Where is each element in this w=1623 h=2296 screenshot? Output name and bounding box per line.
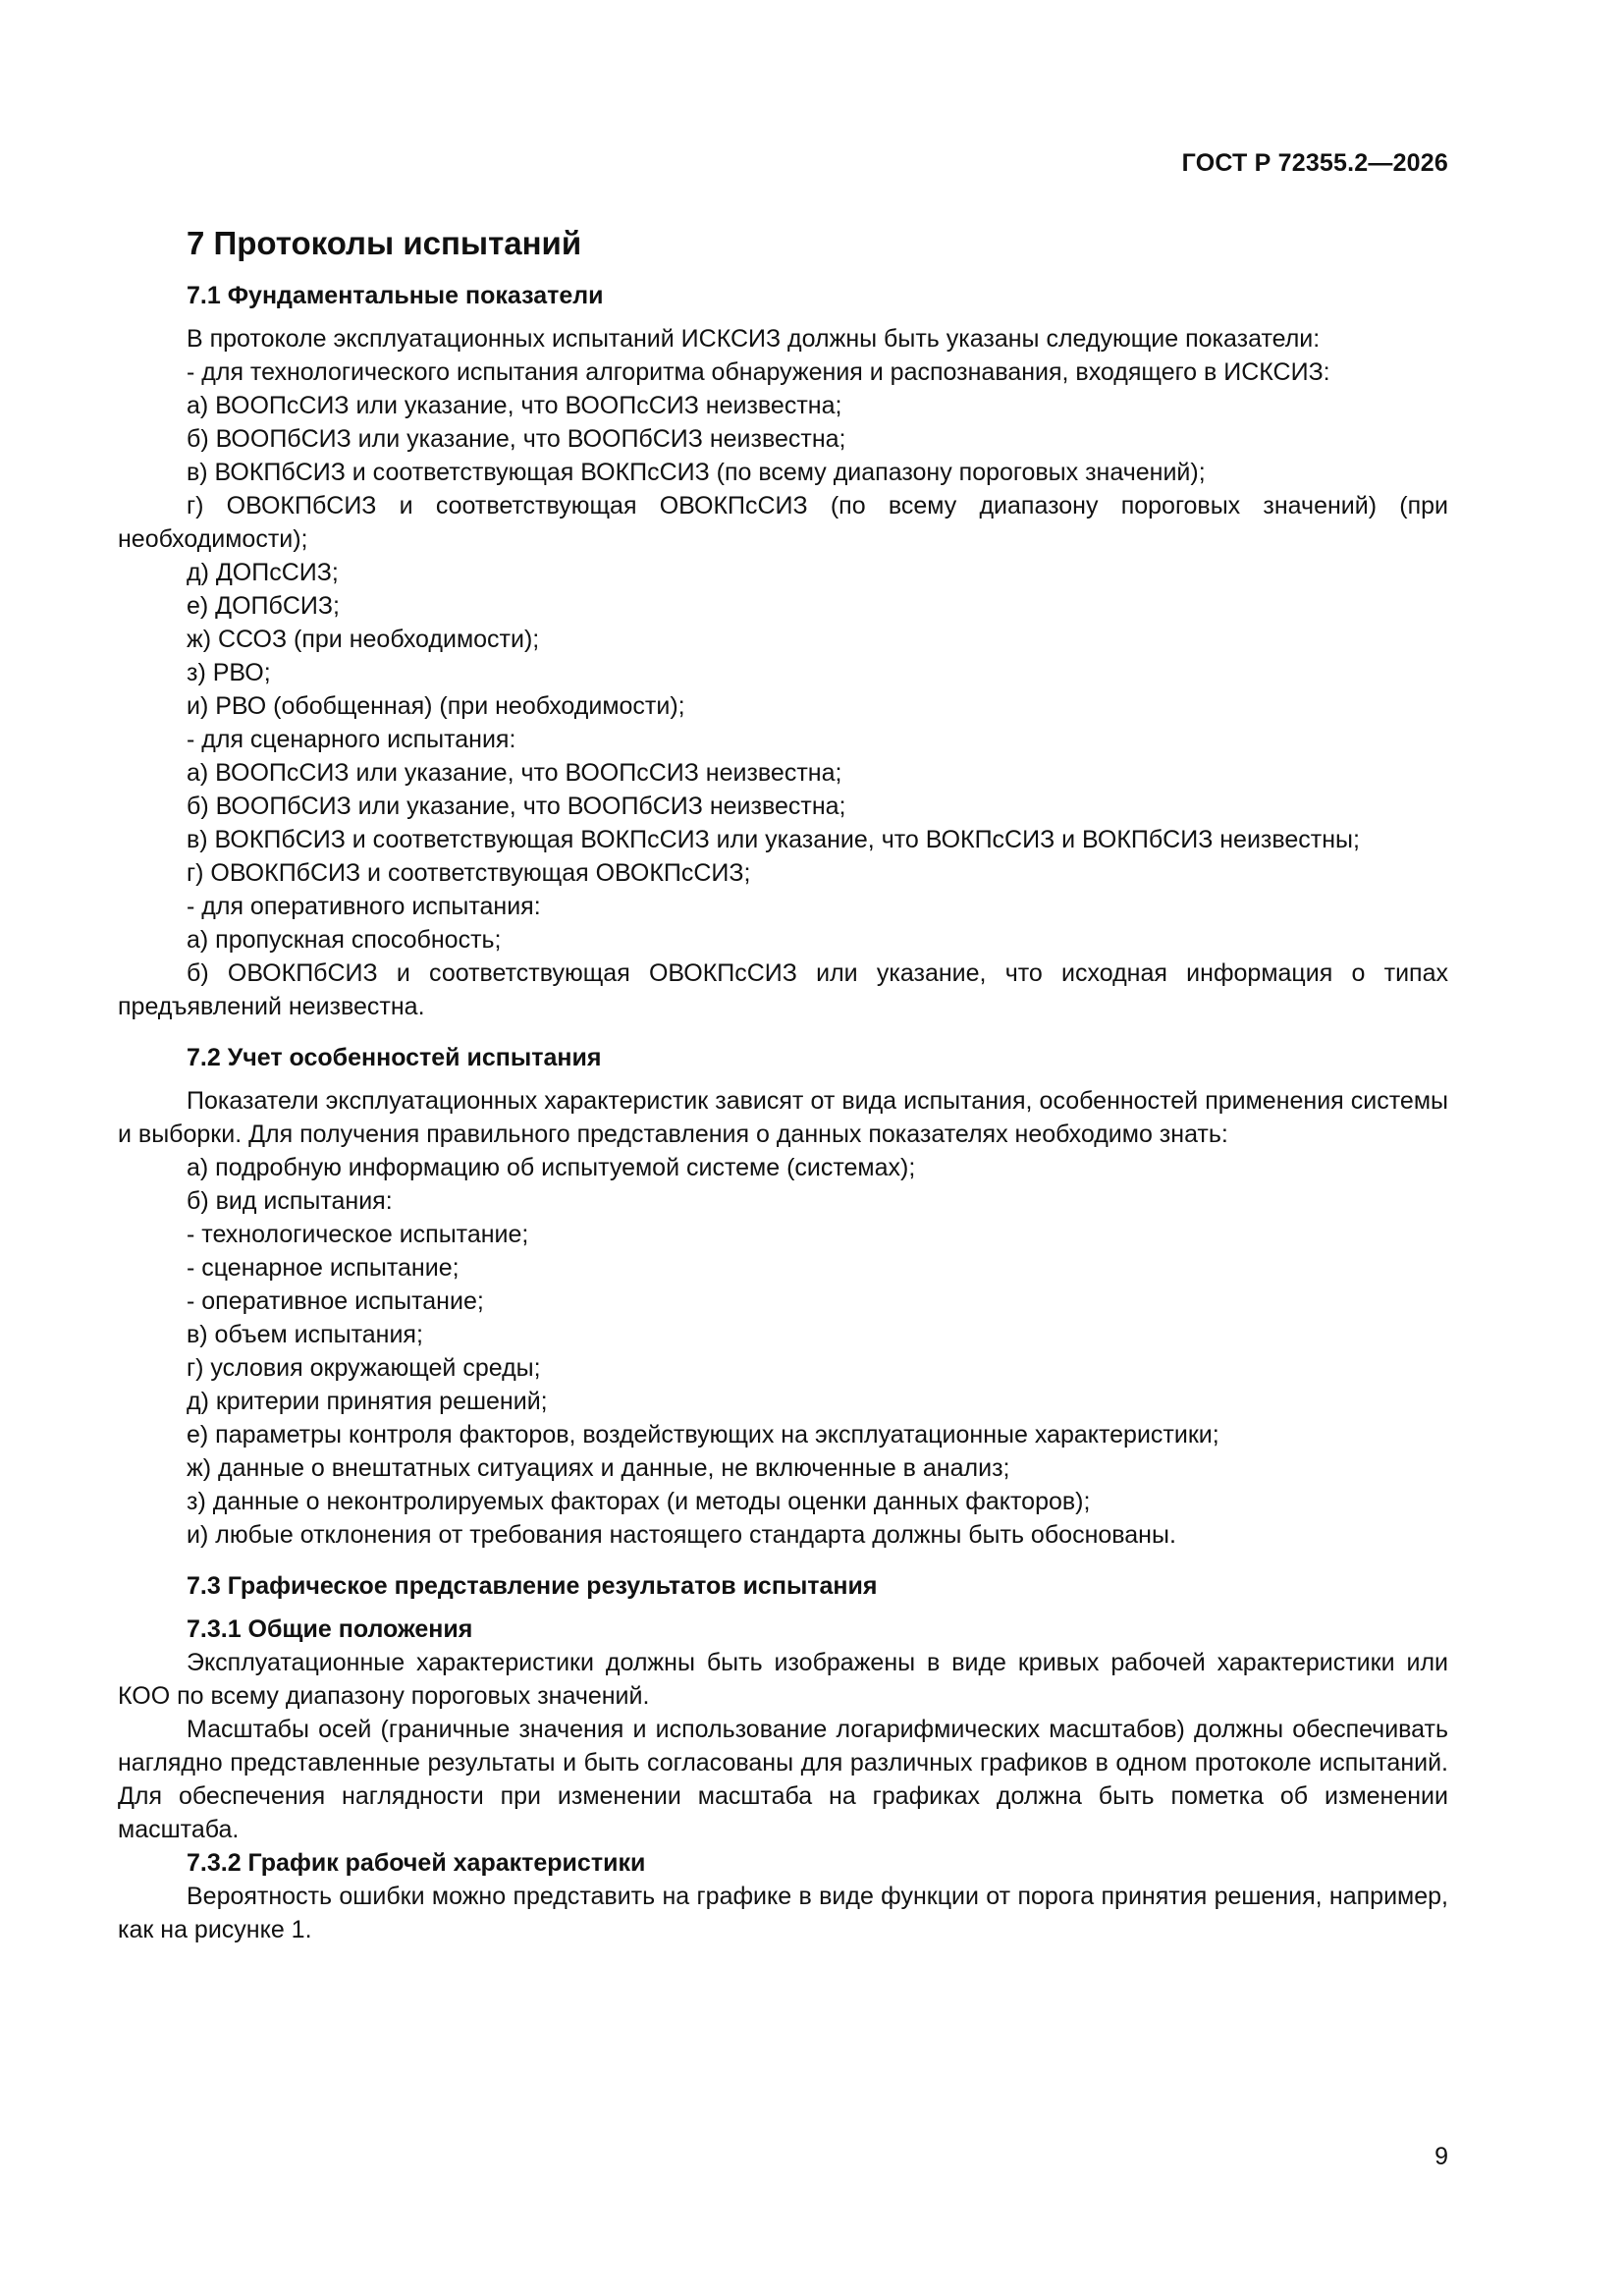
section-7-2-intro: Показатели эксплуатационных характеристик зависят от вида испытания, особенностей применения системы и выборки. Для получения правильного представления о данных показателях необходимо знать: [118, 1087, 1448, 1148]
list-item: з) данные о неконтролируемых факторах (и методы оценки данных факторов); [187, 1488, 1091, 1515]
list-item: - оперативное испытание; [187, 1287, 484, 1315]
section-7-3-2-title: 7.3.2 График рабочей характеристики [187, 1849, 646, 1877]
list-item: з) РВО; [187, 659, 271, 686]
list-item: г) ОВОКПбСИЗ и соответствующая ОВОКПсСИЗ; [187, 859, 751, 887]
list-item: б) вид испытания: [187, 1187, 393, 1215]
list-item: - сценарное испытание; [187, 1254, 460, 1282]
section-7-3-1-paragraph-1: Эксплуатационные характеристики должны быть изображены в виде кривых рабочей характеристики или КОО по всему диапазону пороговых значений. [118, 1649, 1448, 1710]
section-7-3-2-paragraph-1: Вероятность ошибки можно представить на графике в виде функции от порога принятия решения, например, как на рисунке 1. [118, 1883, 1448, 1943]
list-item: в) ВОКПбСИЗ и соответствующая ВОКПсСИЗ (по всему диапазону пороговых значений); [187, 459, 1206, 486]
list-item: и) РВО (обобщенная) (при необходимости); [187, 692, 685, 720]
tech-test-intro: - для технологического испытания алгоритма обнаружения и распознавания, входящего в ИСКСИЗ: [187, 358, 1330, 386]
list-item: а) пропускная способность; [187, 926, 502, 954]
section-7-2-title: 7.2 Учет особенностей испытания [187, 1044, 602, 1071]
page-number: 9 [1434, 2143, 1448, 2170]
list-item: е) ДОПбСИЗ; [187, 592, 340, 620]
operational-test-intro: - для оперативного испытания: [187, 893, 541, 920]
list-item: в) объем испытания; [187, 1321, 423, 1348]
list-item: е) параметры контроля факторов, воздействующих на эксплуатационные характеристики; [187, 1421, 1219, 1449]
list-item: б) ВООПбСИЗ или указание, что ВООПбСИЗ неизвестна; [187, 793, 846, 820]
list-item: б) ВООПбСИЗ или указание, что ВООПбСИЗ неизвестна; [187, 425, 846, 453]
scenario-test-intro: - для сценарного испытания: [187, 726, 516, 753]
list-item: а) ВООПсСИЗ или указание, что ВООПсСИЗ неизвестна; [187, 392, 842, 419]
standard-code: ГОСТ Р 72355.2—2026 [1181, 149, 1448, 177]
list-item: д) ДОПсСИЗ; [187, 559, 339, 586]
section-7-title: 7 Протоколы испытаний [187, 225, 582, 261]
list-item: а) ВООПсСИЗ или указание, что ВООПсСИЗ неизвестна; [187, 759, 842, 787]
section-7-1-title: 7.1 Фундаментальные показатели [187, 282, 604, 309]
list-item: г) условия окружающей среды; [187, 1354, 541, 1382]
section-7-1-intro: В протоколе эксплуатационных испытаний ИСКСИЗ должны быть указаны следующие показатели: [187, 325, 1321, 353]
list-item: ж) ССОЗ (при необходимости); [187, 626, 540, 653]
page-content [118, 222, 1448, 1946]
section-7-3-1-paragraph-2: Масштабы осей (граничные значения и использование логарифмических масштабов) должны обеспечивать наглядно представленные результаты и быть согласованы для различных графиков в одном протоколе испытаний. Для обеспечения наглядности при изменении масштаба на графиках должна быть пометка об изменении масштаба. [118, 1716, 1448, 1843]
list-item: а) подробную информацию об испытуемой системе (системах); [187, 1154, 916, 1181]
list-item: б) ОВОКПбСИЗ и соответствующая ОВОКПсСИЗ или указание, что исходная информация о типах предъявлений неизвестна. [118, 959, 1448, 1020]
list-item: и) любые отклонения от требования настоящего стандарта должны быть обоснованы. [187, 1521, 1176, 1549]
list-item: д) критерии принятия решений; [187, 1388, 548, 1415]
list-item: г) ОВОКПбСИЗ и соответствующая ОВОКПсСИЗ (по всему диапазону пороговых значений) (при необходимости); [118, 492, 1448, 553]
list-item: ж) данные о внештатных ситуациях и данные, не включенные в анализ; [187, 1454, 1010, 1482]
list-item: в) ВОКПбСИЗ и соответствующая ВОКПсСИЗ или указание, что ВОКПсСИЗ и ВОКПбСИЗ неизвестны; [187, 826, 1360, 853]
section-7-3-1-title: 7.3.1 Общие положения [187, 1615, 473, 1643]
list-item: - технологическое испытание; [187, 1221, 529, 1248]
section-7-3-title: 7.3 Графическое представление результатов испытания [187, 1572, 878, 1600]
